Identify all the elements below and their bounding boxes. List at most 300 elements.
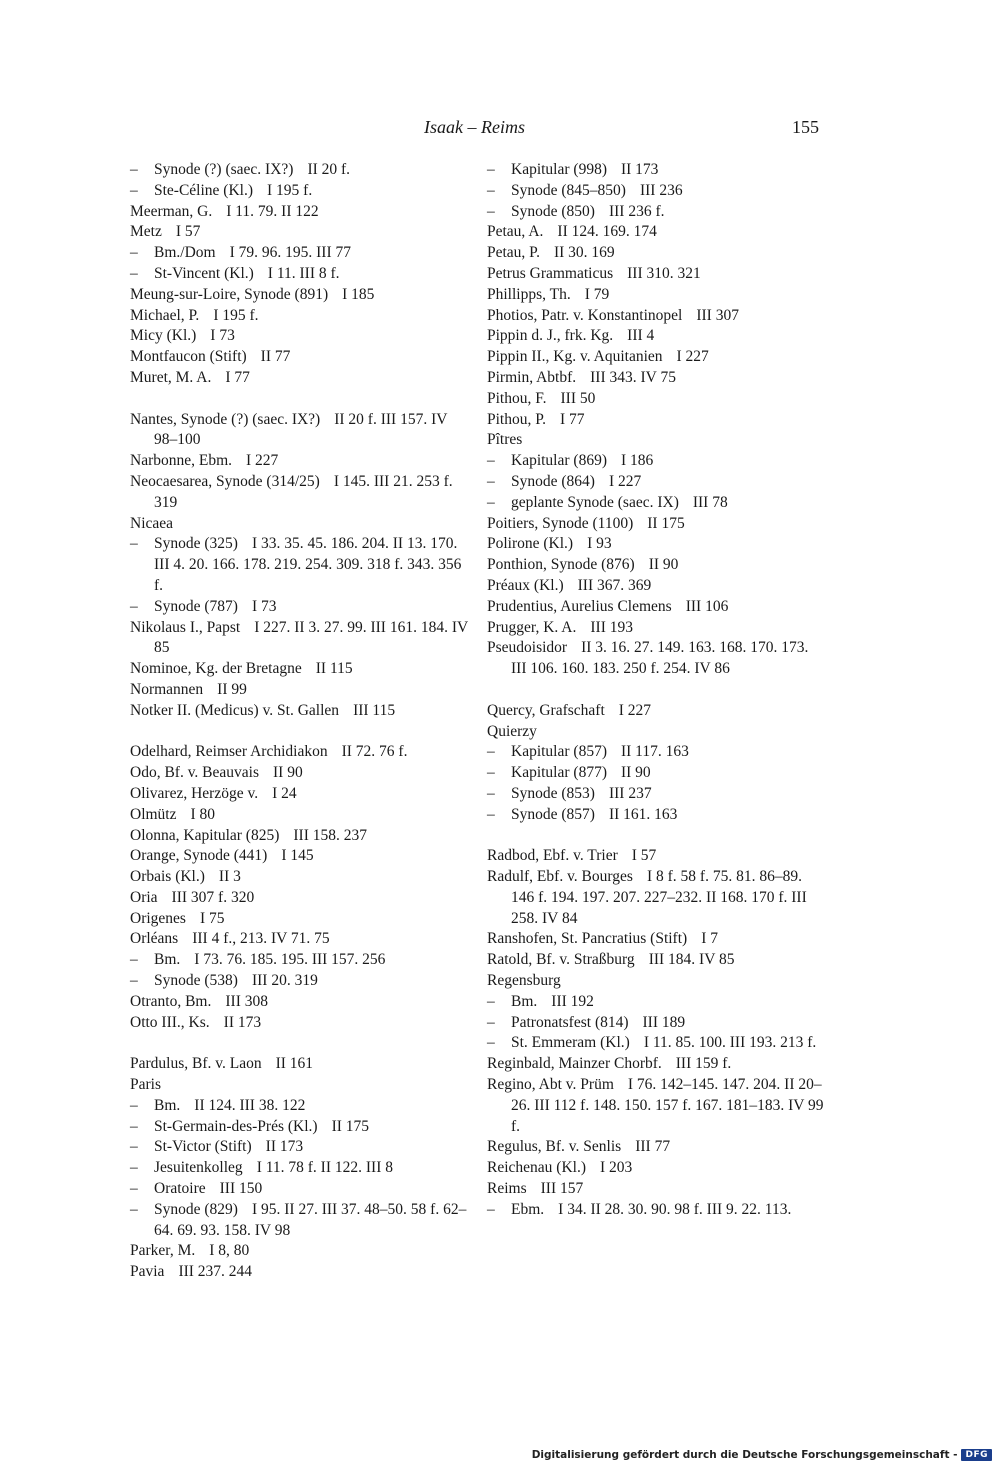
entry-references: II 124. III 38. 122: [194, 1096, 306, 1114]
index-entry: [487, 929, 827, 950]
subentry-dash: –: [130, 1200, 138, 1218]
entry-heading: Odelhard, Reimser Archidiakon: [130, 743, 328, 761]
entry-heading: Nikolaus I., Papst: [130, 618, 241, 636]
entry-references: II 3: [218, 868, 241, 886]
index-entry: [130, 784, 470, 805]
entry-references: I 11. 79. II 122: [226, 202, 319, 220]
entry-references: II 161. 163: [608, 805, 678, 823]
index-entry: [130, 763, 470, 784]
index-entry: [487, 867, 827, 929]
entry-references: III 192: [551, 992, 594, 1010]
entry-heading: Kapitular (869): [511, 452, 607, 470]
entry-heading: Synode (845–850): [511, 181, 626, 199]
index-entry: [130, 992, 470, 1013]
funding-footer: [532, 1447, 992, 1463]
entry-references: I 8, 80: [209, 1242, 250, 1260]
index-subentry: [130, 243, 470, 264]
entry-heading: Olonna, Kapitular (825): [130, 826, 280, 844]
entry-references: I 79. 96. 195. III 77: [229, 244, 351, 262]
entry-references: III 78: [692, 493, 728, 511]
entry-heading: Petau, P.: [487, 244, 540, 262]
entry-heading: Petau, A.: [487, 223, 544, 241]
index-entry: [130, 202, 470, 223]
index-entry: [130, 659, 470, 680]
entry-heading: Oratoire: [154, 1180, 206, 1198]
entry-heading: Prudentius, Aurelius Clemens: [487, 597, 672, 615]
entry-references: III 115: [353, 701, 396, 719]
index-subentry: [130, 264, 470, 285]
entry-references: III 20. 319: [251, 972, 318, 990]
subentry-dash: –: [130, 1117, 138, 1135]
index-subentry: [487, 1013, 827, 1034]
index-entry: [130, 826, 470, 847]
page-number: 155: [792, 117, 819, 137]
index-entry: [130, 222, 470, 243]
index-entry: [130, 867, 470, 888]
entry-heading: Pirmin, Abtbf.: [487, 368, 577, 386]
entry-heading: Orbais (Kl.): [130, 868, 205, 886]
entry-heading: Regulus, Bf. v. Senlis: [487, 1138, 622, 1156]
entry-heading: Prugger, K. A.: [487, 618, 577, 636]
subentry-dash: –: [130, 264, 138, 282]
entry-references: III 184. IV 85: [648, 951, 735, 969]
index-entry: [487, 410, 827, 431]
entry-references: II 72. 76 f.: [341, 743, 408, 761]
entry-heading: Préaux (Kl.): [487, 576, 564, 594]
entry-heading: Otto III., Ks.: [130, 1013, 210, 1031]
entry-references: I 73: [210, 327, 235, 345]
index-entry: [130, 368, 470, 389]
entry-references: III 236 f.: [608, 202, 665, 220]
entry-references: III 150: [219, 1180, 263, 1198]
index-entry: [487, 264, 827, 285]
entry-references: I 75: [199, 909, 225, 927]
entry-references: III 237: [608, 784, 652, 802]
entry-heading: Nominoe, Kg. der Bretagne: [130, 660, 302, 678]
entry-heading: Origenes: [130, 909, 186, 927]
entry-references: II 77: [260, 348, 291, 366]
entry-references: I 11. 78 f. II 122. III 8: [256, 1159, 393, 1177]
index-entry: [487, 950, 827, 971]
subentry-dash: –: [487, 743, 495, 761]
index-entry: [487, 430, 827, 451]
entry-heading: Olivarez, Herzöge v.: [130, 784, 259, 802]
index-entry: [487, 222, 827, 243]
entry-heading: Synode (864): [511, 472, 595, 490]
entry-references: II 90: [273, 764, 303, 782]
index-entry: [130, 846, 470, 867]
index-entry: [487, 1075, 827, 1137]
entry-references: I 11. III 8 f.: [267, 264, 340, 282]
index-entry: [487, 1179, 827, 1200]
entry-references: II 124. 169. 174: [557, 223, 657, 241]
index-entry: [487, 597, 827, 618]
entry-references: I 227: [676, 348, 709, 366]
entry-heading: Kapitular (998): [511, 161, 607, 178]
entry-references: I 73: [251, 597, 277, 615]
subentry-dash: –: [130, 951, 138, 969]
entry-heading: Oria: [130, 888, 158, 906]
entry-references: I 145: [281, 847, 314, 865]
index-entry: [487, 971, 827, 992]
index-column-right: [487, 160, 827, 1221]
entry-heading: Paris: [130, 1076, 161, 1094]
entry-references: II 20 f. III 157. IV 98–100: [154, 410, 448, 449]
entry-references: II 173: [620, 161, 659, 178]
entry-heading: St. Emmeram (Kl.): [511, 1034, 630, 1052]
index-subentry: [130, 534, 470, 596]
index-entry: [487, 534, 827, 555]
index-entry: [130, 514, 470, 535]
entry-heading: Pardulus, Bf. v. Laon: [130, 1055, 262, 1073]
entry-heading: Phillipps, Th.: [487, 285, 571, 303]
subentry-dash: –: [487, 452, 495, 470]
index-entry: [487, 285, 827, 306]
subentry-dash: –: [130, 161, 138, 178]
entry-heading: Metz: [130, 223, 162, 241]
entry-heading: Notker II. (Medicus) v. St. Gallen: [130, 701, 340, 719]
index-subentry: [487, 784, 827, 805]
entry-references: II 175: [331, 1117, 370, 1135]
entry-heading: Quercy, Grafschaft: [487, 701, 605, 719]
entry-heading: Polirone (Kl.): [487, 535, 574, 553]
entry-heading: Radbod, Ebf. v. Trier: [487, 847, 618, 865]
entry-references: I 33. 35. 45. 186. 204. II 13. 170. III 4. 20. 166. 178. 219. 254. 309. 318 f. 343. 356 f.: [154, 535, 462, 594]
entry-heading: Synode (?) (saec. IX?): [154, 161, 294, 178]
entry-heading: Meerman, G.: [130, 202, 213, 220]
entry-references: I 227: [246, 452, 279, 470]
entry-references: III 106: [685, 597, 729, 615]
subentry-dash: –: [487, 472, 495, 490]
entry-references: III 310. 321: [627, 264, 701, 282]
index-entry: [487, 722, 827, 743]
subentry-dash: –: [487, 202, 495, 220]
entry-heading: Nantes, Synode (?) (saec. IX?): [130, 410, 321, 428]
index-entry: [130, 888, 470, 909]
index-entry: [130, 680, 470, 701]
entry-heading: Synode (787): [154, 597, 238, 615]
subentry-dash: –: [130, 972, 138, 990]
entry-heading: Photios, Patr. v. Konstantinopel: [487, 306, 683, 324]
index-entry: [130, 347, 470, 368]
index-entry: [130, 805, 470, 826]
entry-heading: Quierzy: [487, 722, 537, 740]
entry-heading: Ratold, Bf. v. Straßburg: [487, 951, 635, 969]
subentry-dash: –: [487, 1034, 495, 1052]
index-subentry: [130, 971, 470, 992]
entry-references: I 73. 76. 185. 195. III 157. 256: [194, 951, 386, 969]
entry-references: I 24: [272, 784, 297, 802]
entry-heading: Synode (829): [154, 1200, 238, 1218]
entry-references: I 77: [560, 410, 585, 428]
entry-references: III 158. 237: [293, 826, 367, 844]
entry-references: I 145. III 21. 253 f. 319: [154, 472, 453, 511]
index-subentry: [487, 472, 827, 493]
entry-heading: Pavia: [130, 1263, 165, 1281]
subentry-dash: –: [487, 992, 495, 1010]
index-entry: [130, 326, 470, 347]
entry-heading: Pippin II., Kg. v. Aquitanien: [487, 348, 663, 366]
index-entry: [487, 638, 827, 680]
section-spacer: [487, 680, 827, 701]
entry-references: III 157: [540, 1180, 584, 1198]
entry-heading: Pithou, P.: [487, 410, 547, 428]
entry-references: III 307: [696, 306, 739, 324]
entry-heading: Muret, M. A.: [130, 368, 212, 386]
entry-heading: Ponthion, Synode (876): [487, 556, 635, 574]
index-subentry: [487, 805, 827, 826]
subentry-dash: –: [487, 1200, 495, 1218]
dfg-logo: DFG: [961, 1449, 992, 1461]
index-subentry: [487, 763, 827, 784]
subentry-dash: –: [130, 1180, 138, 1198]
index-subentry: [130, 181, 470, 202]
entry-heading: Micy (Kl.): [130, 327, 197, 345]
index-column-left: [130, 160, 470, 1283]
index-subentry: [130, 160, 470, 181]
index-subentry: [130, 1179, 470, 1200]
entry-heading: Pseudoisidor: [487, 639, 568, 657]
section-spacer: [130, 389, 470, 410]
entry-heading: Synode (857): [511, 805, 595, 823]
entry-heading: Pithou, F.: [487, 389, 547, 407]
entry-heading: Synode (850): [511, 202, 595, 220]
entry-heading: St-Victor (Stift): [154, 1138, 252, 1156]
entry-heading: Narbonne, Ebm.: [130, 452, 233, 470]
index-entry: [130, 618, 470, 660]
index-subentry: [487, 451, 827, 472]
index-entry: [487, 514, 827, 535]
entry-references: III 4 f., 213. IV 71. 75: [192, 930, 330, 948]
index-entry: [487, 243, 827, 264]
entry-heading: Parker, M.: [130, 1242, 196, 1260]
entry-references: I 8 f. 58 f. 75. 81. 86–89. 146 f. 194. 197. 207. 227–232. II 168. 170 f. III 258. IV 84: [511, 868, 807, 927]
entry-references: I 79: [584, 285, 610, 303]
index-entry: [130, 451, 470, 472]
entry-references: III 159 f.: [675, 1055, 732, 1073]
entry-heading: Reims: [487, 1180, 527, 1198]
entry-heading: Orange, Synode (441): [130, 847, 268, 865]
entry-references: III 343. IV 75: [590, 368, 676, 386]
subentry-dash: –: [487, 181, 495, 199]
entry-heading: Otranto, Bm.: [130, 992, 212, 1010]
index-entry: [130, 306, 470, 327]
entry-references: III 237. 244: [178, 1263, 253, 1281]
entry-references: I 11. 85. 100. III 193. 213 f.: [643, 1034, 817, 1052]
index-entry: [130, 909, 470, 930]
entry-references: I 227: [608, 472, 642, 490]
index-subentry: [130, 1117, 470, 1138]
entry-heading: St-Vincent (Kl.): [154, 264, 254, 282]
entry-references: I 95. II 27. III 37. 48–50. 58 f. 62–64. 69. 93. 158. IV 98: [154, 1200, 467, 1239]
entry-references: III 189: [642, 1013, 686, 1031]
entry-references: I 77: [225, 368, 250, 386]
index-subentry: [487, 202, 827, 223]
subentry-dash: –: [130, 597, 138, 615]
entry-heading: Radulf, Ebf. v. Bourges: [487, 868, 633, 886]
entry-heading: Michael, P.: [130, 306, 200, 324]
entry-heading: Petrus Grammaticus: [487, 264, 614, 282]
index-entry: [130, 285, 470, 306]
entry-heading: Pippin d. J., frk. Kg.: [487, 327, 614, 345]
entry-heading: Ranshofen, St. Pancratius (Stift): [487, 930, 688, 948]
index-entry: [487, 701, 827, 722]
entry-references: III 308: [225, 992, 268, 1010]
entry-heading: Meung-sur-Loire, Synode (891): [130, 285, 329, 303]
entry-heading: Synode (853): [511, 784, 595, 802]
index-subentry: [487, 1200, 827, 1221]
entry-references: I 227: [618, 701, 652, 719]
entry-heading: Bm./Dom: [154, 244, 216, 262]
subentry-dash: –: [130, 1159, 138, 1177]
subentry-dash: –: [130, 1138, 138, 1156]
entry-references: III 50: [560, 389, 596, 407]
entry-references: II 117. 163: [620, 743, 689, 761]
entry-references: III 77: [635, 1138, 671, 1156]
entry-references: I 7: [701, 930, 718, 948]
index-entry: [487, 306, 827, 327]
section-spacer: [130, 722, 470, 743]
index-entry: [487, 347, 827, 368]
index-entry: [130, 1075, 470, 1096]
entry-heading: Nicaea: [130, 514, 174, 532]
index-subentry: [130, 1200, 470, 1242]
entry-references: II 3. 16. 27. 149. 163. 168. 170. 173. III 106. 160. 183. 250 f. 254. IV 86: [511, 639, 809, 678]
index-subentry: [130, 1158, 470, 1179]
funding-note: Digitalisierung gefördert durch die Deutsche Forschungsgemeinschaft -: [531, 1449, 958, 1461]
index-subentry: [130, 1096, 470, 1117]
entry-references: III 236: [639, 181, 683, 199]
entry-references: I 186: [620, 452, 654, 470]
entry-references: II 20 f.: [307, 161, 351, 178]
index-entry: [130, 701, 470, 722]
subentry-dash: –: [487, 764, 495, 782]
entry-heading: Kapitular (857): [511, 743, 607, 761]
entry-heading: Jesuitenkolleg: [154, 1159, 243, 1177]
entry-heading: Neocaesarea, Synode (314/25): [130, 472, 320, 490]
index-subentry: [130, 950, 470, 971]
index-entry: [487, 1137, 827, 1158]
entry-heading: Pîtres: [487, 431, 523, 449]
entry-references: III 367. 369: [577, 576, 652, 594]
entry-heading: Ste-Céline (Kl.): [154, 181, 254, 199]
entry-heading: Synode (325): [154, 535, 238, 553]
entry-heading: Poitiers, Synode (1100): [487, 514, 634, 532]
entry-references: I 203: [600, 1159, 633, 1177]
index-entry: [130, 742, 470, 763]
page-header-title: Isaak – Reims: [424, 117, 525, 137]
subentry-dash: –: [130, 244, 138, 262]
index-entry: [130, 472, 470, 514]
entry-references: I 57: [175, 223, 201, 241]
index-subentry: [487, 1033, 827, 1054]
entry-heading: Ebm.: [511, 1200, 545, 1218]
entry-references: II 99: [217, 680, 247, 698]
index-subentry: [130, 1137, 470, 1158]
entry-references: III 307 f. 320: [171, 888, 255, 906]
entry-references: I 34. II 28. 30. 90. 98 f. III 9. 22. 113.: [558, 1200, 792, 1218]
entry-heading: Orléans: [130, 930, 179, 948]
section-spacer: [487, 826, 827, 847]
entry-references: II 173: [223, 1013, 262, 1031]
index-entry: [130, 1241, 470, 1262]
entry-heading: Reichenau (Kl.): [487, 1159, 586, 1177]
entry-references: I 195 f.: [213, 306, 259, 324]
entry-references: I 93: [587, 535, 612, 553]
index-entry: [130, 410, 470, 452]
subentry-dash: –: [487, 1013, 495, 1031]
index-entry: [487, 1158, 827, 1179]
entry-heading: Odo, Bf. v. Beauvais: [130, 764, 260, 782]
index-subentry: [130, 597, 470, 618]
index-subentry: [487, 160, 827, 181]
index-entry: [487, 326, 827, 347]
index-entry: [487, 618, 827, 639]
entry-heading: Olmütz: [130, 805, 177, 823]
entry-references: II 30. 169: [553, 244, 615, 262]
index-entry: [130, 1013, 470, 1034]
subentry-dash: –: [487, 161, 495, 178]
entry-heading: Kapitular (877): [511, 764, 607, 782]
entry-references: II 115: [315, 660, 353, 678]
subentry-dash: –: [130, 535, 138, 553]
index-entry: [130, 1054, 470, 1075]
index-subentry: [487, 493, 827, 514]
entry-references: I 76. 142–145. 147. 204. II 20–26. III 112 f. 148. 150. 157 f. 167. 181–183. IV 99 f.: [511, 1076, 824, 1135]
section-spacer: [130, 1033, 470, 1054]
index-entry: [487, 389, 827, 410]
index-entry: [130, 929, 470, 950]
entry-heading: Normannen: [130, 680, 204, 698]
subentry-dash: –: [130, 1096, 138, 1114]
entry-references: II 161: [275, 1055, 314, 1073]
entry-heading: Bm.: [154, 951, 181, 969]
index-entry: [487, 846, 827, 867]
index-subentry: [487, 992, 827, 1013]
entry-references: II 175: [647, 514, 685, 532]
entry-references: II 173: [265, 1138, 304, 1156]
entry-references: I 80: [190, 805, 216, 823]
entry-references: I 57: [631, 847, 657, 865]
entry-references: I 227. II 3. 27. 99. III 161. 184. IV 85: [154, 618, 468, 657]
running-head: [0, 114, 1000, 140]
entry-heading: St-Germain-des-Prés (Kl.): [154, 1117, 318, 1135]
index-subentry: [487, 742, 827, 763]
entry-references: I 195 f.: [267, 181, 313, 199]
entry-heading: Synode (538): [154, 972, 238, 990]
subentry-dash: –: [130, 181, 138, 199]
entry-heading: Reginbald, Mainzer Chorbf.: [487, 1055, 662, 1073]
entry-heading: Regino, Abt v. Prüm: [487, 1076, 614, 1094]
index-subentry: [487, 181, 827, 202]
subentry-dash: –: [487, 784, 495, 802]
index-entry: [487, 576, 827, 597]
entry-references: III 193: [590, 618, 633, 636]
entry-references: II 90: [648, 556, 679, 574]
entry-heading: Bm.: [511, 992, 538, 1010]
entry-references: I 185: [342, 285, 375, 303]
index-entry: [487, 555, 827, 576]
entry-heading: Montfaucon (Stift): [130, 348, 247, 366]
entry-heading: Regensburg: [487, 972, 561, 990]
entry-references: II 90: [620, 764, 651, 782]
entry-references: III 4: [627, 327, 655, 345]
entry-heading: geplante Synode (saec. IX): [511, 493, 679, 511]
index-entry: [487, 368, 827, 389]
entry-heading: Patronatsfest (814): [511, 1013, 629, 1031]
subentry-dash: –: [487, 805, 495, 823]
index-entry: [130, 1262, 470, 1283]
